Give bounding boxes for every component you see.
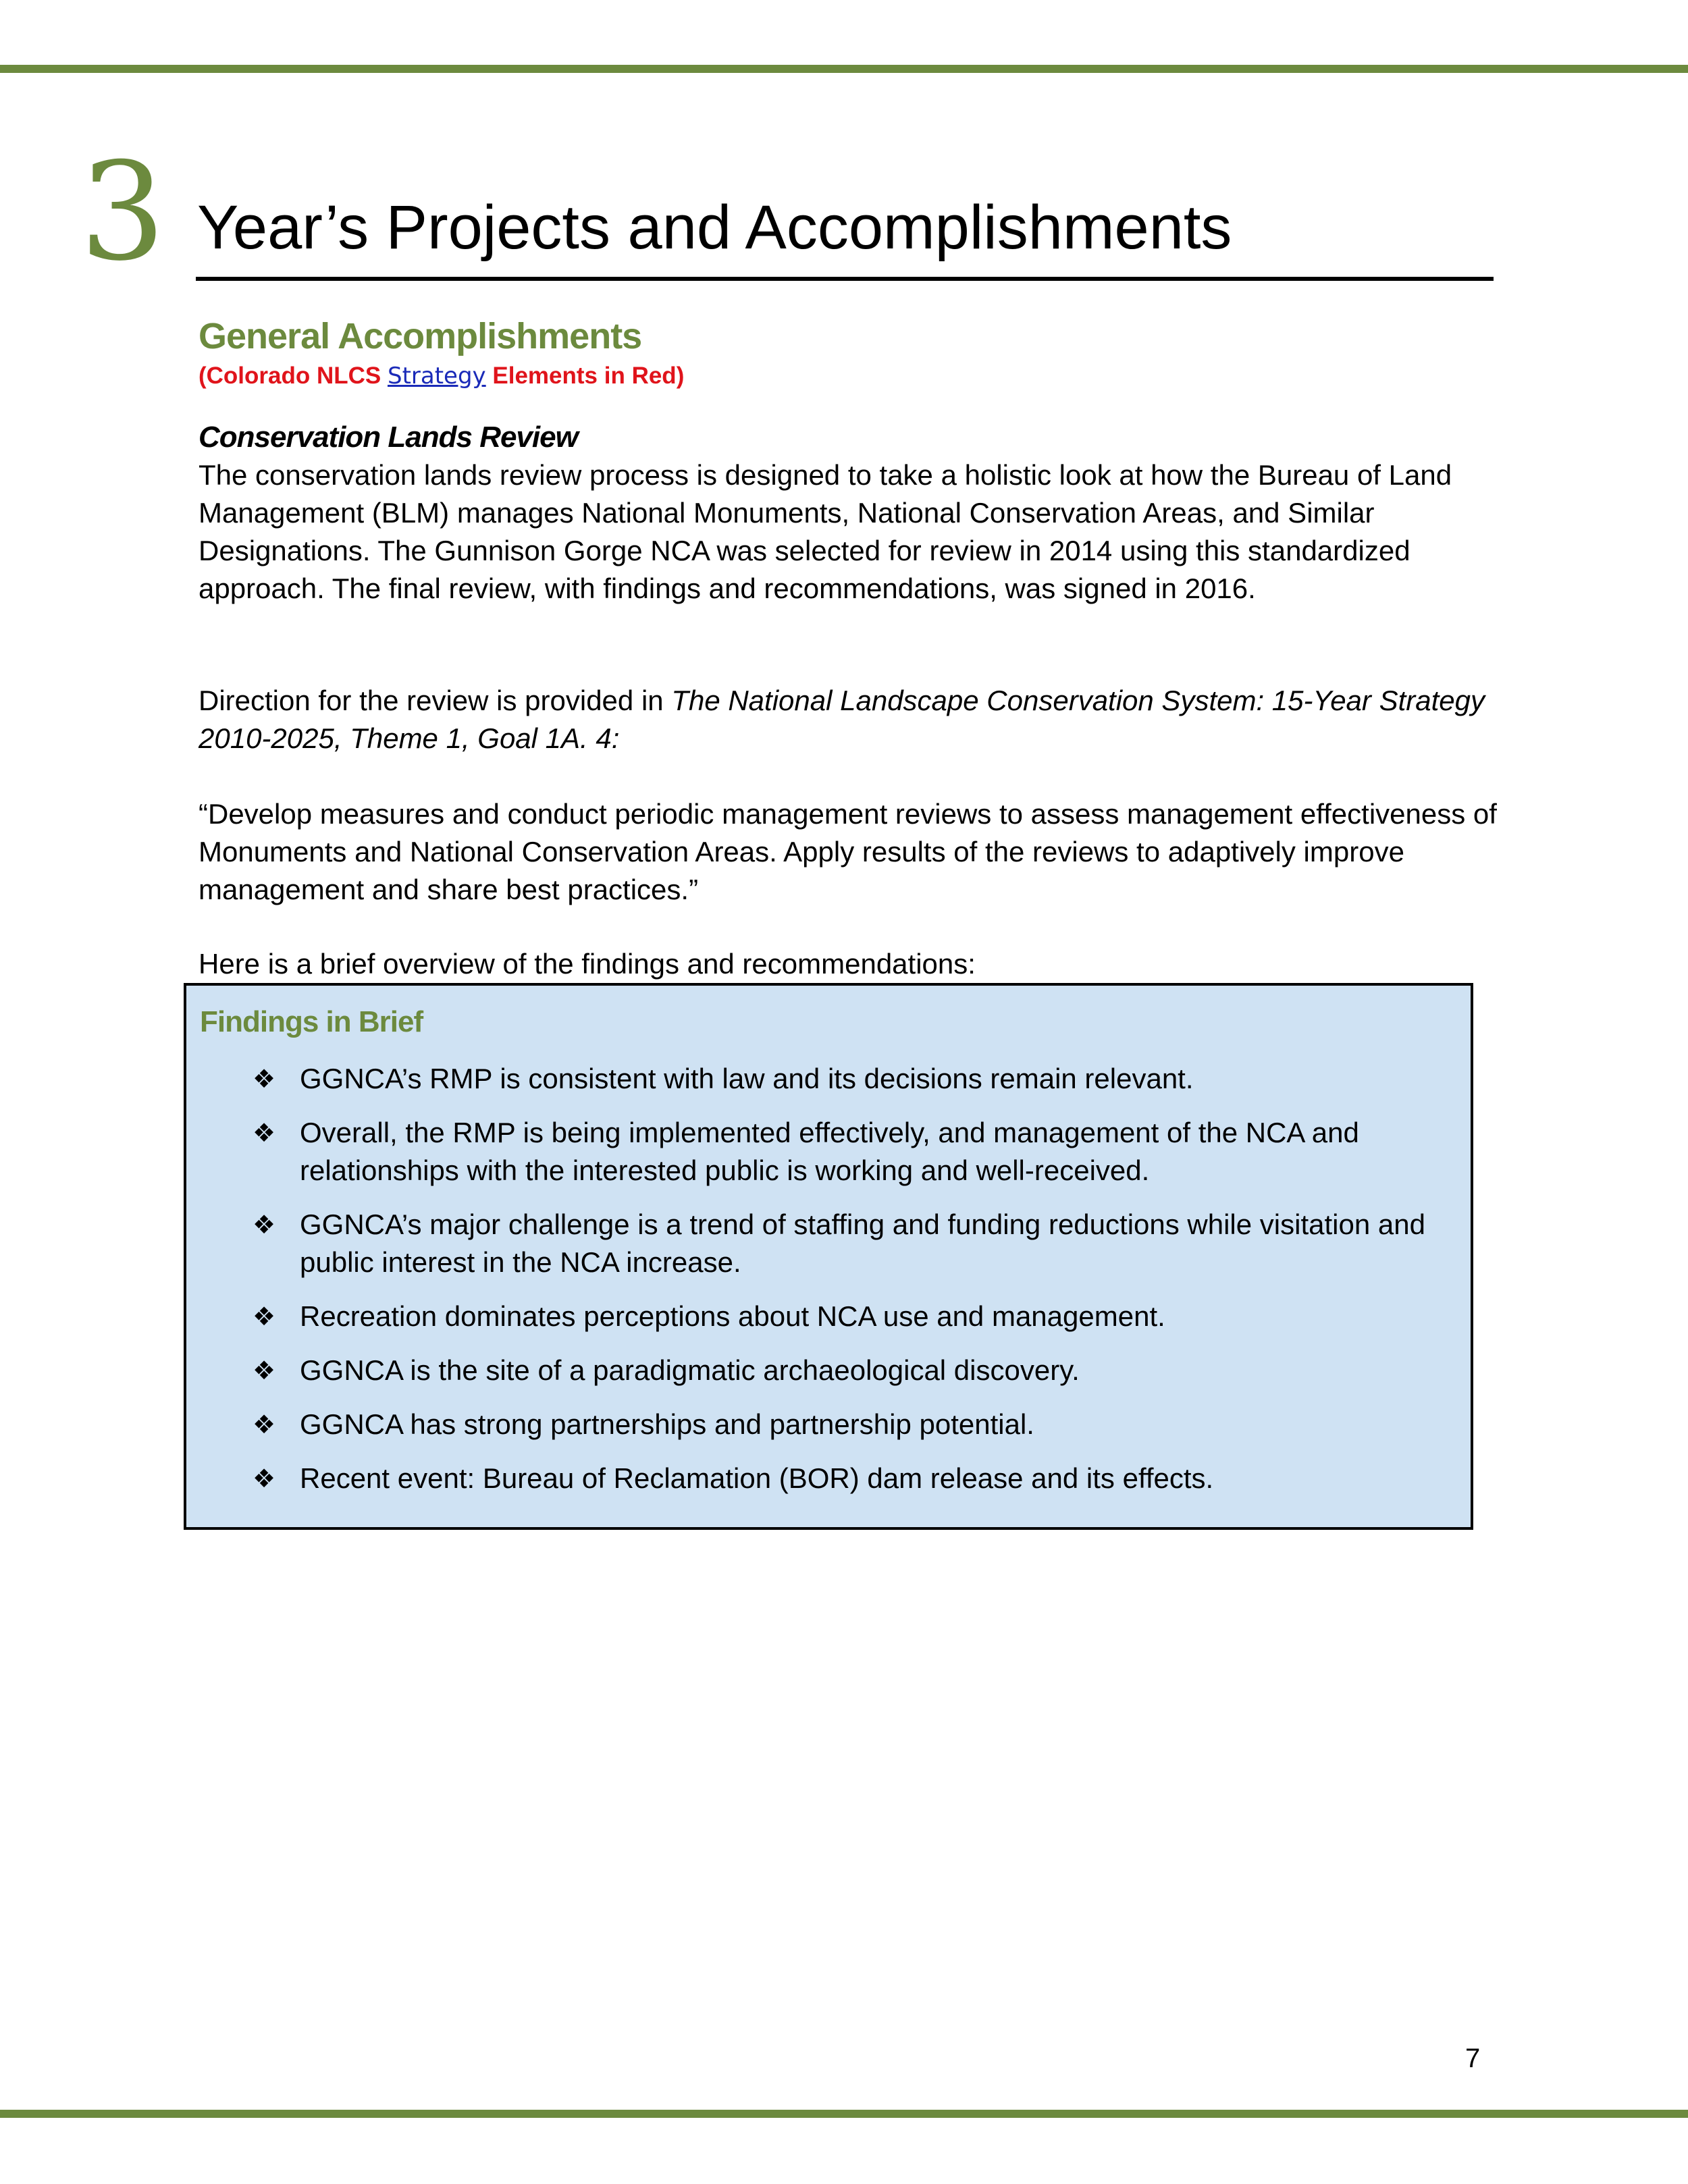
finding-text: Recent event: Bureau of Reclamation (BOR) dam release and its effects. bbox=[300, 1462, 1214, 1494]
finding-item bbox=[186, 1114, 1469, 1190]
finding-item bbox=[186, 1206, 1469, 1281]
strategy-link[interactable]: Strategy bbox=[387, 363, 486, 390]
finding-text: GGNCA’s major challenge is a trend of staffing and funding reductions while visitation and public interest in the NCA increase. bbox=[300, 1208, 1425, 1278]
strategy-quote: “Develop measures and conduct periodic management reviews to assess management effectiveness of Monuments and National Conservation Areas. Apply results of the reviews to adaptively improve management and share best practices.” bbox=[199, 798, 1497, 905]
finding-text: Overall, the RMP is being implemented effectively, and management of the NCA and relationships with the interested public is working and well-received. bbox=[300, 1117, 1359, 1186]
review-subheading: Conservation Lands Review bbox=[199, 421, 578, 454]
review-paragraph: The conservation lands review process is designed to take a holistic look at how the Bureau of Land Management (BLM) manages National Monuments, National Conservation Areas, and Similar Designations. The Gunnison Gorge NCA was selected for review in 2014 using this standardized approach. The final review, with findings and recommendations, was signed in 2016. bbox=[199, 459, 1452, 604]
top-rule bbox=[0, 65, 1688, 73]
finding-item bbox=[186, 1352, 1469, 1389]
diamond-bullet-icon: ❖ bbox=[253, 1410, 276, 1439]
finding-text: GGNCA’s RMP is consistent with law and its decisions remain relevant. bbox=[300, 1063, 1194, 1094]
section-heading: General Accomplishments bbox=[199, 316, 642, 356]
chapter-title: Year’s Projects and Accomplishments bbox=[197, 193, 1232, 262]
diamond-bullet-icon: ❖ bbox=[253, 1356, 276, 1385]
chapter-number: 3 bbox=[80, 134, 166, 291]
diamond-bullet-icon: ❖ bbox=[253, 1210, 276, 1240]
findings-box bbox=[184, 983, 1473, 1530]
bottom-rule bbox=[0, 2110, 1688, 2118]
finding-text: Recreation dominates perceptions about NCA use and management. bbox=[300, 1300, 1165, 1332]
finding-item bbox=[186, 1460, 1469, 1497]
direction-paragraph bbox=[199, 682, 1502, 757]
diamond-bullet-icon: ❖ bbox=[253, 1464, 276, 1493]
strategy-citation: The National Landscape Conservation System: 15-Year Strategy 2010-2025, Theme 1, Goal 1A. 4: bbox=[199, 685, 1485, 754]
section-note-prefix: (Colorado NLCS bbox=[199, 363, 388, 389]
finding-text: GGNCA has strong partnerships and partnership potential. bbox=[300, 1408, 1034, 1440]
section-note bbox=[199, 361, 684, 392]
finding-text: GGNCA is the site of a paradigmatic archaeological discovery. bbox=[300, 1354, 1080, 1386]
finding-item bbox=[186, 1406, 1469, 1443]
diamond-bullet-icon: ❖ bbox=[253, 1118, 276, 1148]
section-note-suffix: Elements in Red) bbox=[485, 363, 685, 389]
finding-item bbox=[186, 1298, 1469, 1335]
findings-list bbox=[186, 1060, 1469, 1514]
overview-intro: Here is a brief overview of the findings and recommendations: bbox=[199, 948, 976, 980]
diamond-bullet-icon: ❖ bbox=[253, 1302, 276, 1331]
title-underline bbox=[196, 277, 1494, 281]
findings-title: Findings in Brief bbox=[200, 1005, 423, 1038]
diamond-bullet-icon: ❖ bbox=[253, 1064, 276, 1094]
page-number: 7 bbox=[1465, 2044, 1481, 2073]
direction-prefix: Direction for the review is provided in bbox=[199, 685, 672, 716]
finding-item bbox=[186, 1060, 1469, 1098]
